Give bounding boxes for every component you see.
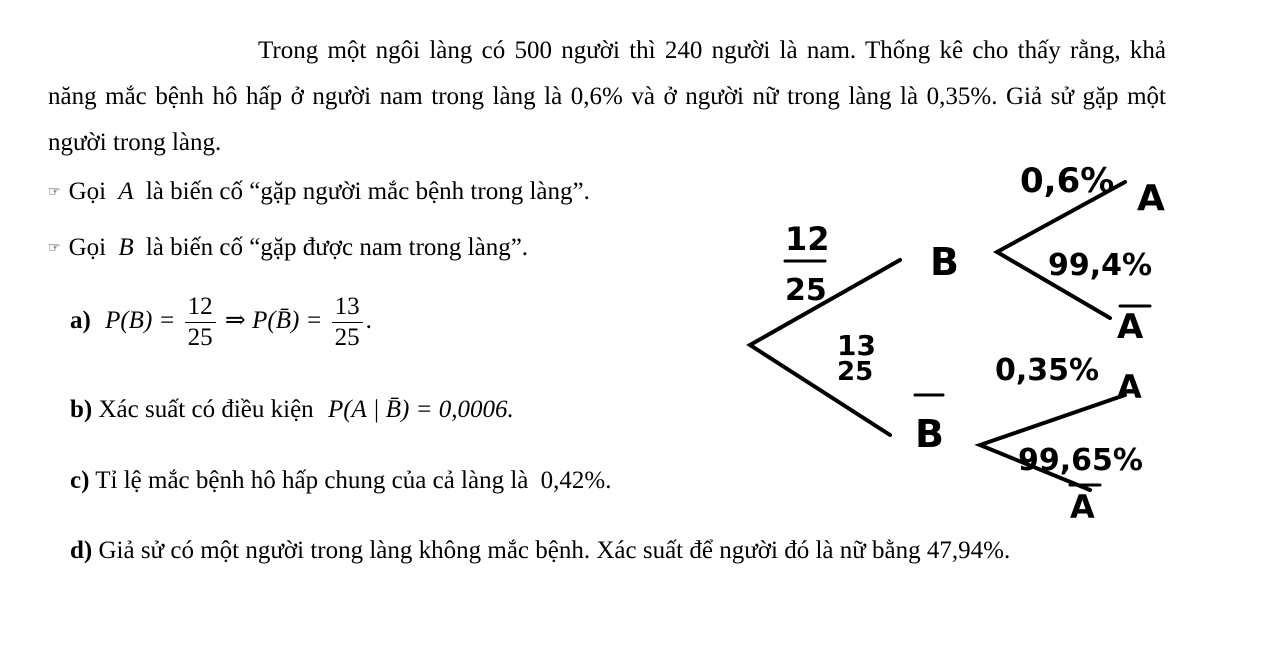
- bullet1-text: là biến cố “gặp người mắc bệnh trong làng”.: [145, 178, 590, 205]
- label-c: c): [70, 467, 90, 494]
- pointing-hand-icon: ☞: [48, 240, 61, 256]
- a-implies: ⇒: [224, 307, 246, 334]
- b-expr: P(A | B̄) = 0,0006.: [327, 396, 514, 423]
- bullet2-text: là biến cố “gặp được nam trong làng”.: [145, 234, 529, 261]
- bullet-event-b: [48, 233, 528, 263]
- label-d: d): [70, 537, 93, 564]
- tree-leaf-a-1: A: [1137, 178, 1165, 219]
- c-text: Tỉ lệ mắc bệnh hô hấp chung của cả làng là: [95, 467, 529, 494]
- statement-a: [70, 286, 372, 356]
- bullet-event-a: [48, 177, 590, 207]
- statement-b: [70, 395, 514, 425]
- fraction-13-25: [332, 292, 363, 353]
- a-rhs: P(B̄) =: [252, 307, 323, 334]
- tree-p-a-given-b: 0,6%: [1020, 161, 1115, 201]
- tree-pbbar-num: 13: [837, 329, 876, 362]
- pointing-hand-icon: ☞: [48, 184, 61, 200]
- a-num2: 13: [332, 292, 363, 323]
- b-text: Xác suất có điều kiện: [98, 396, 314, 423]
- label-a: a): [70, 307, 91, 334]
- tree-pbbar-den: 25: [837, 357, 874, 387]
- probability-tree-diagram: [735, 140, 1195, 530]
- d-text: Giả sử có một người trong làng không mắc bệnh. Xác suất để người đó là nữ bằng: [98, 537, 921, 564]
- c-value: 0,42%.: [540, 467, 612, 494]
- fraction-12-25: [185, 292, 216, 353]
- tree-node-b: B: [930, 240, 959, 284]
- tree-pb-num: 12: [785, 220, 830, 258]
- bullet2-var: B: [118, 234, 134, 261]
- tree-leaf-nota-2: A: [1070, 488, 1095, 526]
- tree-pb-den: 25: [785, 273, 827, 308]
- bullet1-var: A: [118, 178, 134, 205]
- a-den1: 25: [187, 323, 213, 351]
- tree-node-bbar: B: [915, 412, 944, 456]
- d-value: 47,94%.: [926, 537, 1011, 564]
- tree-leaf-a-2: A: [1117, 368, 1142, 406]
- statement-c: [70, 466, 611, 496]
- label-b: b): [70, 396, 93, 423]
- bullet1-prefix: Gọi: [68, 178, 107, 205]
- tree-p-nota-given-b: 99,4%: [1048, 248, 1153, 283]
- tree-p-a-given-bbar: 0,35%: [995, 353, 1100, 388]
- a-den2: 25: [334, 323, 360, 351]
- statement-d: [70, 528, 1163, 574]
- bullet2-prefix: Gọi: [68, 234, 107, 261]
- tree-leaf-nota-1: A: [1117, 307, 1144, 347]
- intro-text: Trong một ngôi làng có 500 người thì 240 người là nam. Thống kê cho thấy rằng, khả năng mắc bệnh hô hấp ở người nam trong làng là 0,6% và ở người nữ trong làng là 0,35%. Giả sử gặp một người trong làng.: [48, 37, 1166, 156]
- a-lhs: P(B) =: [105, 307, 176, 334]
- a-end: .: [365, 307, 372, 334]
- a-num1: 12: [185, 292, 216, 323]
- tree-p-nota-given-bbar: 99,65%: [1018, 443, 1143, 478]
